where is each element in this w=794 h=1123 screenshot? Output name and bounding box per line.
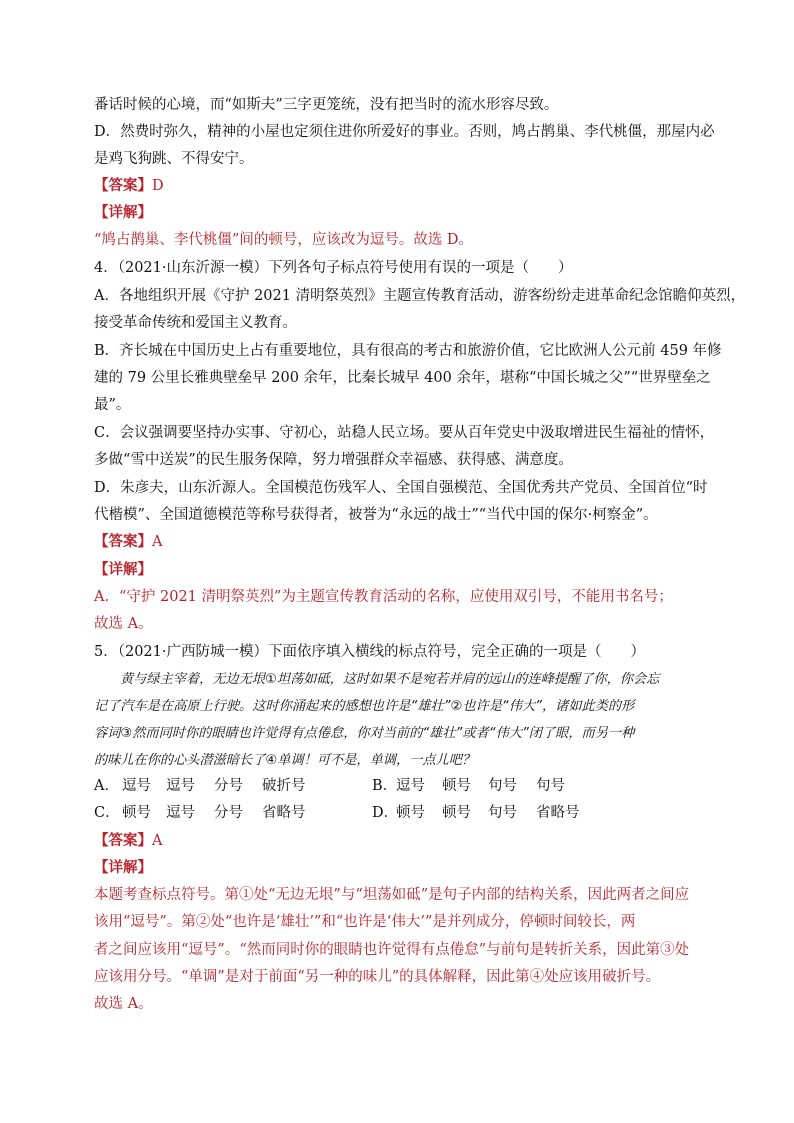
text-line: 是鸡飞狗跳、不得安宁。 [94, 151, 254, 167]
detail-tag: 【详解】 [94, 204, 152, 221]
option-b-line: B．齐长城在中国历史上占有重要地位，具有很高的考古和旅游价值，它比欧洲人公元前 459 年修 [94, 343, 722, 359]
option-item: 逗号 [396, 778, 425, 794]
option-letter: A． [94, 778, 119, 794]
question-4-stem: 4．（2021·山东沂源一模）下列各句子标点符号使用有误的一项是（ ） [94, 260, 573, 276]
option-d-line: D．朱彦夫，山东沂源人。全国模范伤残军人、全国自强模范、全国优秀共产党员、全国首位“时 [94, 480, 708, 496]
option-item: 顿号 [442, 778, 471, 794]
question-5-stem: 5．（2021·广西防城一模）下面依序填入横线的标点符号，完全正确的一项是（ ） [94, 644, 645, 660]
option-a-line: A．各地组织开展《守护 2021 清明祭英烈》主题宣传教育活动，游客纷纷走进革命纪念馆瞻仰英烈， [94, 288, 746, 304]
option-item: 分号 [214, 805, 243, 821]
option-d-line: 代楷模”、全国道德模范等称号获得者，被誉为“永远的战士”“当代中国的保尔·柯察金”。 [94, 507, 658, 523]
answer-line [94, 532, 162, 552]
option-item: 分号 [214, 778, 243, 794]
option-c [94, 803, 306, 823]
option-item: 省略号 [262, 805, 306, 821]
answer-line [94, 176, 164, 196]
detail-tag: 【详解】 [94, 859, 152, 876]
option-item: 破折号 [262, 778, 306, 794]
option-letter: D． [372, 805, 399, 821]
option-item: 省略号 [536, 805, 580, 821]
passage-line: 记了汽车是在高原上行驶。这时你涌起来的感想也许是“雄壮”②也许是“伟大”，诸如此类的形 [94, 699, 635, 714]
option-c-line: 多做“雪中送炭”的民生服务保障，努力增强群众幸福感、获得感、满意度。 [94, 452, 573, 468]
option-item: 逗号 [166, 805, 195, 821]
explanation-line: 应该用分号。“单调”是对于前面“另一种的味儿”的具体解释，因此第④处应该用破折号。 [94, 969, 661, 985]
option-d-line: D．然费时弥久，精神的小屋也定须住进你所爱好的事业。否则，鸠占鹊巢、李代桃僵，那屋内必 [94, 124, 715, 140]
option-item: 顿号 [122, 805, 151, 821]
answer-tag: 【答案】 [94, 177, 152, 194]
text-line: 番话时候的心境，而“如斯夫”三字更笼统，没有把当时的流水形容尽致。 [94, 97, 559, 113]
explanation-line: 故选 A。 [94, 616, 153, 632]
option-a-line: 接受革命传统和爱国主义教育。 [94, 315, 297, 331]
explanation-line: 本题考查标点符号。第①处“无边无垠”与“坦荡如砥”是句子内部的结构关系，因此两者之间应 [94, 887, 690, 903]
detail-tag: 【详解】 [94, 561, 152, 578]
option-b-line: 建的 79 公里长雅典壁垒早 200 余年，比秦长城早 400 余年，堪称“中国长城之父”“世界壁垒之 [94, 370, 711, 386]
option-letter: B． [372, 778, 398, 794]
option-item: 句号 [488, 778, 517, 794]
explanation-line: 故选 A。 [94, 996, 153, 1012]
explanation-line: “鸠占鹊巢、李代桃僵”间的顿号，应该改为逗号。故选 D。 [94, 232, 474, 248]
passage-line: 黄与绿主宰着，无边无垠①坦荡如砥，这时如果不是宛若并肩的远山的连峰提醒了你，你会忘 [120, 672, 660, 687]
option-c-line: C．会议强调要坚持办实事、守初心，站稳人民立场。要从百年党史中汲取增进民生福祉的情怀， [94, 425, 715, 441]
option-letter: C． [94, 805, 120, 821]
option-item: 顿号 [442, 805, 471, 821]
option-b [372, 776, 565, 796]
answer-value: D [152, 178, 164, 194]
passage-line: 容词③然而同时你的眼睛也许觉得有点倦怠，你对当前的“雄壮”或者“伟大”闭了眼，而另一种 [94, 726, 635, 741]
explanation-line: 者之间应该用“逗号”。“然而同时你的眼睛也许觉得有点倦怠”与前句是转折关系，因此第③处 [94, 942, 690, 958]
passage-line: 的味儿在你的心头潜滋暗长了④单调！可不是，单调，一点儿吧？ [94, 753, 476, 768]
answer-tag: 【答案】 [94, 533, 152, 550]
option-item: 顿号 [396, 805, 425, 821]
option-item: 句号 [488, 805, 517, 821]
option-item: 逗号 [166, 778, 195, 794]
explanation-line: 该用“逗号”。第②处“也许是‘雄壮’”和“也许是‘伟大’”是并列成分，停顿时间较长，两 [94, 914, 636, 930]
answer-value: A [152, 833, 163, 849]
option-a [94, 776, 306, 796]
option-item: 句号 [536, 778, 565, 794]
option-d [372, 803, 580, 823]
option-item: 逗号 [122, 778, 151, 794]
option-b-line: 最”。 [94, 397, 131, 413]
answer-tag: 【答案】 [94, 832, 152, 849]
answer-value: A [152, 534, 163, 550]
answer-line [94, 831, 162, 851]
explanation-line: A．“守护 2021 清明祭英烈”为主题宣传教育活动的名称，应使用双引号，不能用书名号； [94, 589, 673, 605]
